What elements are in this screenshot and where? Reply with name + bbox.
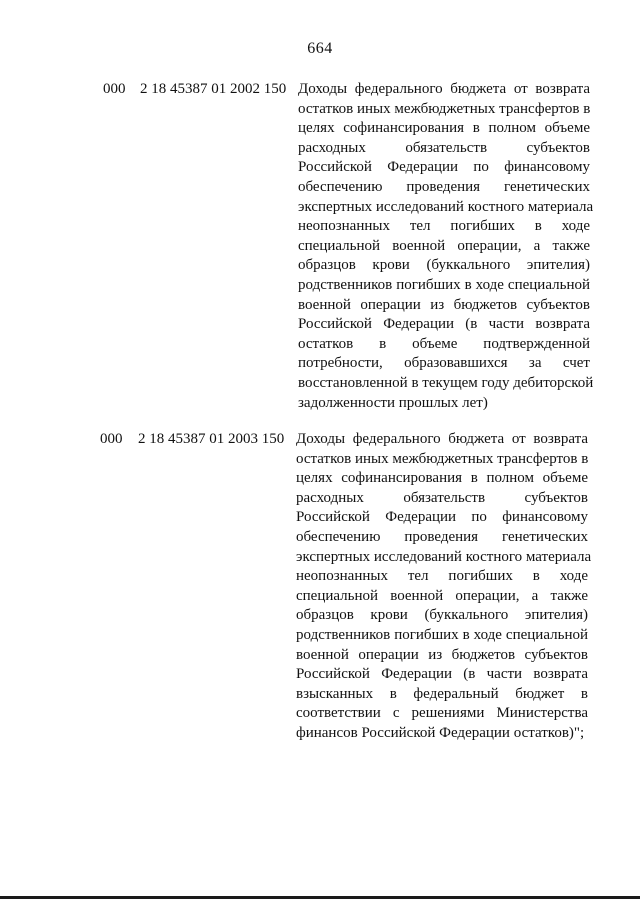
- description-line: экспертных исследований костного материала: [296, 548, 592, 565]
- income-description: [296, 430, 592, 744]
- description-line: Российской Федерации по финансовому: [296, 509, 588, 526]
- description-line: Доходы федерального бюджета от возврата: [296, 431, 588, 447]
- description-line: остатков иных межбюджетных трансфертов в: [298, 100, 591, 117]
- description-word: образовавшихся: [404, 355, 508, 372]
- description-line: специальной военной операции, а также: [296, 587, 588, 604]
- description-word: за: [528, 355, 542, 372]
- description-word: остатков: [298, 335, 354, 352]
- description-word: обязательств: [403, 489, 486, 506]
- description-line: соответствии с решениями Министерства: [296, 705, 588, 722]
- description-line: [298, 139, 590, 159]
- description-word: проведения: [404, 528, 479, 545]
- description-word: обеспечению: [298, 178, 383, 195]
- description-line: экспертных исследований костного материала: [298, 198, 594, 215]
- description-line: [296, 489, 588, 509]
- page-bottom-border: [0, 896, 640, 899]
- income-description: [298, 80, 594, 413]
- description-word: генетических: [502, 528, 588, 545]
- description-line: целях софинансирования в полном объеме: [296, 470, 588, 487]
- description-line: специальной военной операции, а также: [298, 237, 590, 254]
- description-word: расходных: [298, 139, 366, 156]
- description-word: счет: [562, 355, 590, 372]
- description-word: проведения: [406, 178, 481, 195]
- description-line: целях софинансирования в полном объеме: [298, 120, 590, 137]
- description-line: Российской Федерации (в части возврата: [296, 666, 588, 683]
- page-number: 664: [307, 40, 333, 57]
- budget-classification-code: 2 18 45387 01 2002 150: [140, 81, 287, 97]
- description-line: [298, 354, 590, 374]
- description-word: обязательств: [405, 139, 488, 156]
- description-line: родственников погибших в ходе специальной: [296, 626, 588, 643]
- description-line: неопознанных тел погибших в ходе: [298, 218, 590, 235]
- admin-code: 000: [100, 431, 123, 447]
- description-line: взысканных в федеральный бюджет в: [296, 685, 588, 702]
- description-line: остатков иных межбюджетных трансфертов в: [296, 450, 589, 467]
- description-word: потребности,: [298, 355, 383, 372]
- description-line: задолженности прошлых лет): [298, 394, 488, 411]
- description-word: субъектов: [526, 139, 590, 156]
- description-line: [298, 178, 590, 198]
- description-word: подтвержденной: [483, 335, 590, 352]
- admin-code: 000: [103, 81, 126, 97]
- description-line: [296, 528, 588, 548]
- description-word: объеме: [412, 335, 458, 352]
- description-word: в: [379, 335, 387, 352]
- description-line: родственников погибших в ходе специальной: [298, 276, 590, 293]
- description-line: образцов крови (буккального эпителия): [296, 607, 588, 624]
- description-line: военной операции из бюджетов субъектов: [298, 296, 590, 313]
- description-word: субъектов: [524, 489, 588, 506]
- description-line: военной операции из бюджетов субъектов: [296, 646, 588, 663]
- budget-classification-code: 2 18 45387 01 2003 150: [138, 431, 285, 447]
- description-line: неопознанных тел погибших в ходе: [296, 568, 588, 585]
- description-word: обеспечению: [296, 528, 381, 545]
- description-line: Российской Федерации (в части возврата: [298, 316, 590, 333]
- description-line: финансов Российской Федерации остатков)";: [296, 724, 585, 741]
- description-line: образцов крови (буккального эпителия): [298, 257, 590, 274]
- description-line: восстановленной в текущем году дебиторской: [298, 374, 594, 391]
- description-line: Доходы федерального бюджета от возврата: [298, 81, 590, 97]
- description-word: генетических: [504, 178, 590, 195]
- description-line: [298, 335, 590, 355]
- description-word: расходных: [296, 489, 364, 506]
- description-line: Российской Федерации по финансовому: [298, 159, 590, 176]
